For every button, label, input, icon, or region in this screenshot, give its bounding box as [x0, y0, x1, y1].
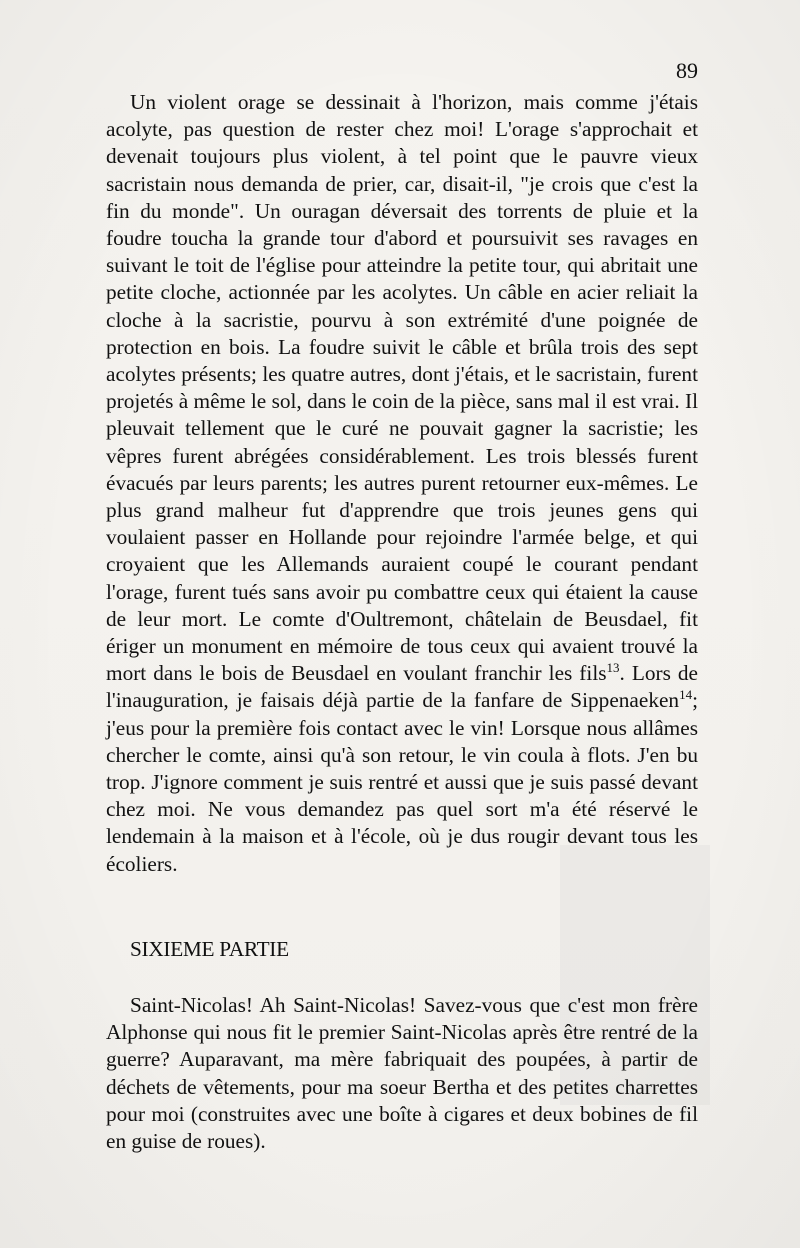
page-number: 89: [676, 58, 698, 83]
body-paragraph: Saint-Nicolas! Ah Saint-Nicolas! Savez-vous que c'est mon frère Alphonse qui nous fit le premier Saint-Nicolas après être rentré de la guerre? Auparavant, ma mère fabriquait des poupées, à partir de déchets de vêtements, pour ma soeur Bertha et des petites charrettes pour moi (construites avec une boîte à cigares et deux bobines de fil en guise de roues).: [106, 993, 698, 1154]
footnote-ref: 13: [606, 660, 620, 676]
paragraph-text: . Lors de l'inauguration, je faisais déjà partie de la fanfare de Sippenaeken: [106, 661, 698, 713]
body-paragraph: [106, 89, 698, 878]
footnote-ref: 14: [679, 687, 693, 703]
paragraph-text: Un violent orage se dessinait à l'horizon, mais comme j'étais acolyte, pas question de rester chez moi! L'orage s'approchait et devenait toujours plus violent, à tel point que le pauvre vieux sacristain nous demanda de prier, car, disait-il, "je crois que c'est la fin du monde". Un ouragan déversait des torrents de pluie et la foudre toucha la grande tour d'abord et poursuivit ses ravages en suivant le toit de l'église pour atteindre la petite tour, qui abritait une petite cloche, actionnée par les acolytes. Un câble en acier reliait la cloche à la sacristie, pourvu à son extrémité d'une poignée de protection en bois. La foudre suivit le câble et brûla trois des sept acolytes présents; les quatre autres, dont j'étais, et le sacristain, furent projetés à même le sol, dans le coin de la pièce, sans mal il est vrai. Il pleuvait tellement que le curé ne pouvait gagner la sacristie; les vêpres furent abrégées considérablement. Les trois blessés furent évacués par leurs parents; les autres purent retourner eux-mêmes. Le plus grand malheur fut d'apprendre que trois jeunes gens qui voulaient passer en Hollande pour rejoindre l'armée belge, et qui croyaient que les Allemands auraient coupé le courant pendant l'orage, furent tués sans avoir pu combattre ceux qui étaient la cause de leur mort. Le comte d'Oultremont, châtelain de Beusdael, fit ériger un monument en mémoire de tous ceux qui avaient trouvé la mort dans le bois de Beusdael en voulant franchir les fils: [106, 90, 698, 686]
section-heading: SIXIEME PARTIE: [130, 937, 289, 961]
paragraph-text: ; j'eus pour la première fois contact avec le vin! Lorsque nous allâmes chercher le comte, ainsi qu'à son retour, le vin coula à flots. J'en bu trop. J'ignore comment je suis rentré et aussi que je suis passé devant chez moi. Ne vous demandez pas quel sort m'a été réservé le lendemain à la maison et à l'école, où je dus rougir devant tous les écoliers.: [106, 688, 698, 876]
